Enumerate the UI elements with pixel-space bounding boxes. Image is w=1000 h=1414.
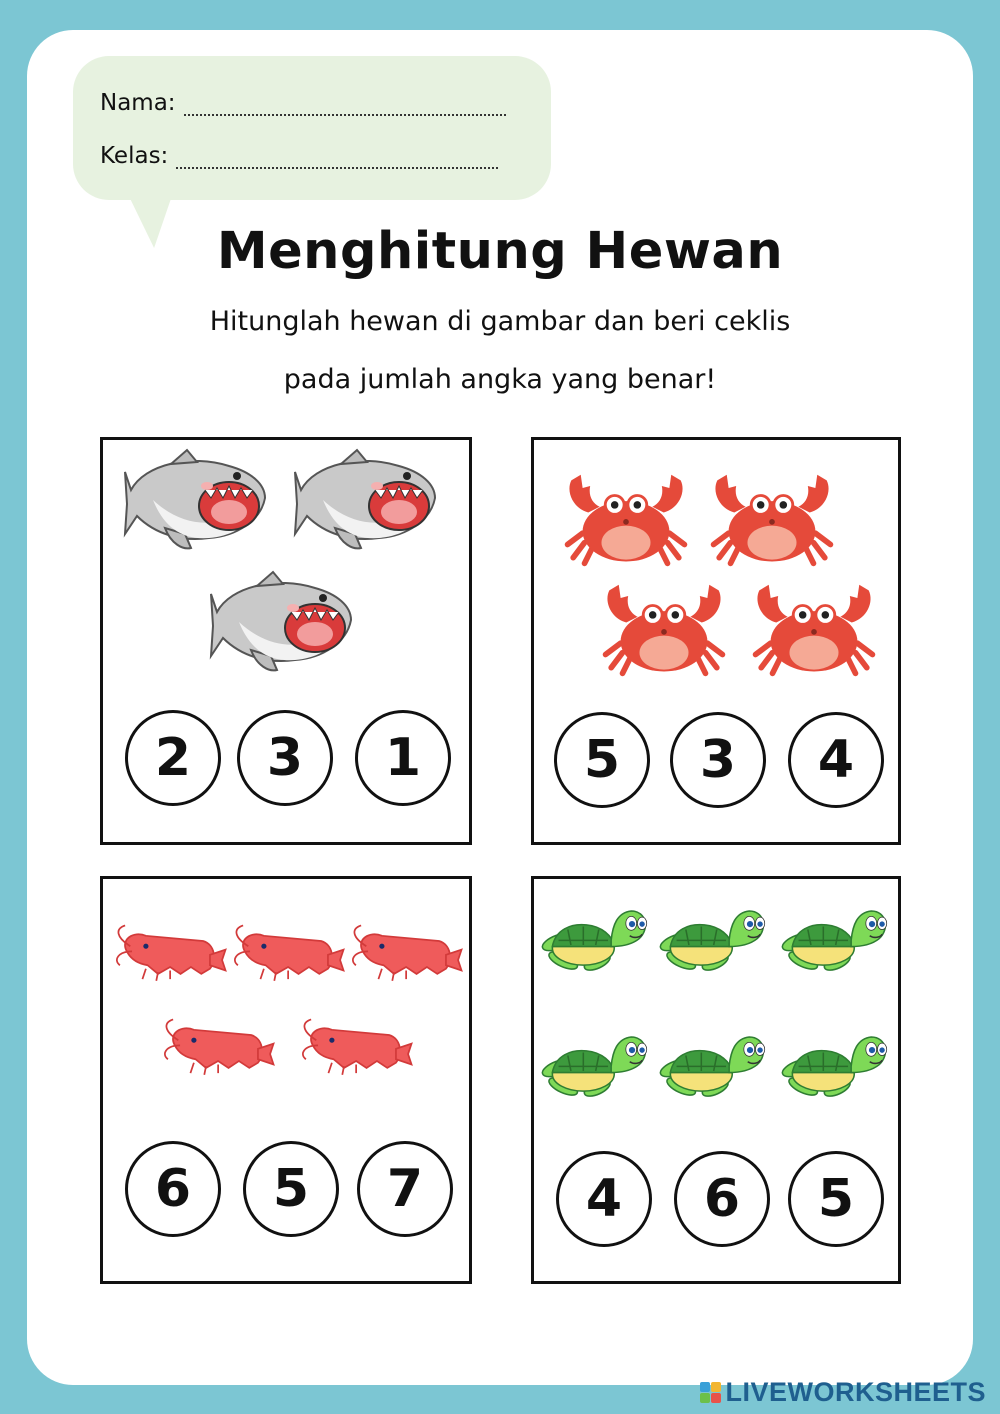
option-circle[interactable]: 3 [670, 712, 766, 808]
shrimp-image [113, 923, 229, 985]
option-circle[interactable]: 7 [357, 1141, 453, 1237]
turtle-image [780, 899, 896, 991]
instruction-line-1: Hitunglah hewan di gambar dan beri ceklis [209, 306, 791, 337]
shrimp-image [161, 1017, 277, 1079]
turtle-image [780, 1025, 896, 1117]
instruction-line-2: pada jumlah angka yang benar! [283, 364, 717, 395]
crab-image [560, 470, 692, 570]
option-circle[interactable]: 1 [355, 710, 451, 806]
name-label: Nama: [100, 90, 176, 116]
class-dotted-line[interactable] [176, 151, 498, 169]
crab-image [748, 580, 880, 680]
liveworksheets-icon [700, 1382, 721, 1403]
option-circle[interactable]: 4 [788, 712, 884, 808]
name-dotted-line[interactable] [184, 98, 506, 116]
option-circle[interactable]: 5 [554, 712, 650, 808]
turtle-image [658, 899, 774, 991]
shark-image [121, 446, 271, 556]
card-shrimps [100, 876, 472, 1284]
card-turtles [531, 876, 901, 1284]
crab-image [706, 470, 838, 570]
brand-text: LIVEWORKSHEETS [725, 1377, 986, 1407]
class-field[interactable] [100, 143, 498, 169]
shark-image [291, 446, 441, 556]
card-sharks [100, 437, 472, 845]
class-label: Kelas: [100, 143, 169, 169]
option-circle[interactable]: 6 [125, 1141, 221, 1237]
crab-image [598, 580, 730, 680]
option-circle[interactable]: 4 [556, 1151, 652, 1247]
student-info-bubble [73, 56, 551, 200]
liveworksheets-logo [700, 1377, 986, 1408]
turtle-image [540, 1025, 656, 1117]
option-circle[interactable]: 6 [674, 1151, 770, 1247]
option-circle[interactable]: 5 [788, 1151, 884, 1247]
option-circle[interactable]: 5 [243, 1141, 339, 1237]
shrimp-image [299, 1017, 415, 1079]
shrimp-image [231, 923, 347, 985]
option-circle[interactable]: 3 [237, 710, 333, 806]
page-title: Menghitung Hewan [216, 222, 784, 281]
name-field[interactable] [100, 90, 506, 116]
turtle-image [540, 899, 656, 991]
turtle-image [658, 1025, 774, 1117]
card-crabs [531, 437, 901, 845]
option-circle[interactable]: 2 [125, 710, 221, 806]
shark-image [207, 568, 357, 678]
shrimp-image [349, 923, 465, 985]
